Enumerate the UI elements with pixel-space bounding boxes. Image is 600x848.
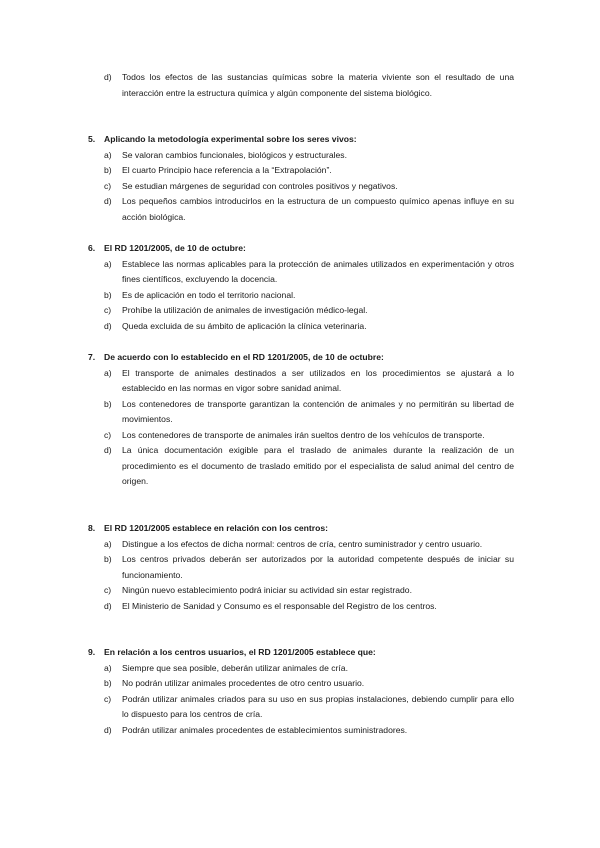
option-letter: c) [104,305,112,315]
option-d [0,70,514,101]
option-text: Establece las normas aplicables para la protección de animales utilizados en experimentación y otros fines científicos, excluyendo la docencia. [122,258,514,284]
option-letter: d) [104,196,112,206]
option-letter: c) [104,585,112,595]
option-letter: a) [104,538,112,549]
question-text: En relación a los centros usuarios, el RD 1201/2005 establece que: [104,647,376,657]
option-text: Todos los efectos de las sustancias químicas sobre la materia viviente son el resultado de una interacción entre la estructura química y algún componente del sistema biológico. [122,72,514,98]
question-header [0,521,600,537]
option-letter: c) [104,180,112,191]
option-c [0,692,514,723]
option-d [0,319,514,335]
option-letter: a) [104,149,112,160]
option-letter: c) [104,429,112,440]
option-b [0,288,514,304]
option-text: Se valoran cambios funcionales, biológicos y estructurales. [122,149,347,160]
option-text: Se estudian márgenes de seguridad con controles positivos y negativos. [122,180,398,191]
option-a [0,148,514,164]
option-a [0,257,514,288]
question-5 [0,132,600,225]
question-header [0,241,600,257]
option-a [0,661,514,677]
option-text: No podrán utilizar animales procedentes de otro centro usuario. [122,678,365,688]
option-letter: d) [104,600,112,611]
option-letter: d) [104,445,112,455]
option-letter: b) [104,554,112,564]
option-letter: a) [104,367,112,378]
option-text: Queda excluida de su ámbito de aplicación la clínica veterinaria. [122,320,367,331]
question-text: El RD 1201/2005, de 10 de octubre: [104,243,246,253]
option-text: Los contenedores de transporte garantizan la contención de animales y no permitirán su libertad de movimientos. [122,398,514,424]
option-text: Es de aplicación en todo el territorio nacional. [122,289,296,300]
question-9 [0,645,600,738]
option-text: Los pequeños cambios introducirlos en la estructura de un compuesto químico apenas influye en su acción biológica. [122,196,514,222]
option-text: El Ministerio de Sanidad y Consumo es el responsable del Registro de los centros. [122,600,437,611]
question-number: 5. [88,134,96,144]
option-c [0,428,514,444]
option-text: Distingue a los efectos de dicha normal: centros de cría, centro suministrador y centro usuario. [122,538,483,549]
option-c [0,179,514,195]
option-letter: d) [104,320,112,331]
option-b [0,552,514,583]
intro-option [0,70,600,101]
question-number: 8. [88,523,96,533]
question-text: El RD 1201/2005 establece en relación con los centros: [104,523,329,533]
option-c [0,303,514,319]
question-6 [0,241,600,334]
option-b [0,397,514,428]
option-a [0,537,514,553]
option-letter: a) [104,258,112,269]
question-number: 6. [88,243,96,253]
option-b [0,676,514,692]
option-d [0,723,514,739]
option-text: Podrán utilizar animales procedentes de establecimientos suministradores. [122,724,408,735]
question-number: 7. [88,352,96,362]
option-text: El transporte de animales destinados a ser utilizados en los procedimientos se ajustará a lo establecido en las normas en vigor sobre sanidad animal. [122,367,514,393]
option-text: Los centros privados deberán ser autorizados por la autoridad competente después de iniciar su funcionamiento. [122,554,514,580]
option-a [0,366,514,397]
option-text: Siempre que sea posible, deberán utilizar animales de cría. [122,662,348,673]
question-text: Aplicando la metodología experimental sobre los seres vivos: [104,134,357,144]
question-header [0,645,600,661]
question-number: 9. [88,647,96,657]
option-letter: b) [104,398,112,409]
question-header [0,350,600,366]
option-text: Prohíbe la utilización de animales de investigación médico-legal. [122,305,368,315]
option-c [0,583,514,599]
option-letter: b) [104,165,112,175]
question-8 [0,521,600,614]
option-letter: a) [104,662,112,673]
question-header [0,132,600,148]
option-d [0,194,514,225]
option-text: Podrán utilizar animales criados para su uso en sus propias instalaciones, debiendo cumplir para ello lo dispuesto para los centros de cría. [122,693,514,719]
option-letter: b) [104,289,112,300]
option-text: La única documentación exigible para el traslado de animales durante la realización de un procedimiento es el documento de traslado emitido por el especialista de salud animal del centro de origen. [122,445,514,486]
option-text: Los contenedores de transporte de animales irán sueltos dentro de los vehículos de transporte. [122,429,485,440]
option-text: El cuarto Principio hace referencia a la “Extrapolación”. [122,165,332,175]
question-7 [0,350,600,490]
option-letter: c) [104,693,112,704]
option-letter: d) [104,72,112,82]
option-text: Ningún nuevo establecimiento podrá iniciar su actividad sin estar registrado. [122,585,412,595]
option-b [0,163,514,179]
option-letter: d) [104,724,112,735]
option-letter: b) [104,678,112,688]
option-d [0,443,514,490]
question-text: De acuerdo con lo establecido en el RD 1201/2005, de 10 de octubre: [104,352,384,362]
option-d [0,599,514,615]
